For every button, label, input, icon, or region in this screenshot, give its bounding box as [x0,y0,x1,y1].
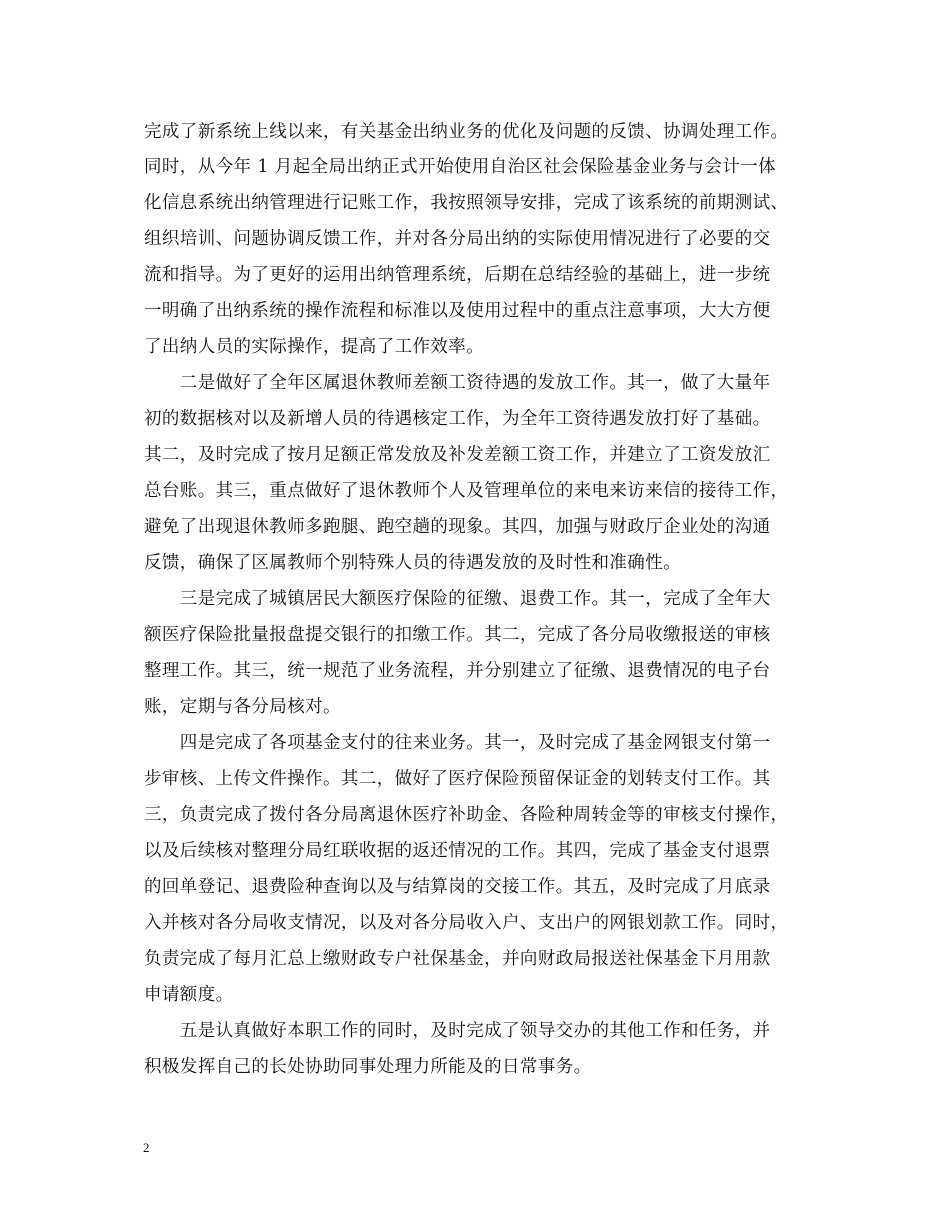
body-text-line: 账，定期与各分局核对。 [144,697,341,717]
body-text-line: 总台账。其三，重点做好了退休教师个人及管理单位的来电来访来信的接待工作， [144,481,789,501]
body-text-line: 完成了新系统上线以来，有关基金出纳业务的优化及问题的反馈、协调处理工作。 [144,122,789,142]
body-text-line: 额医疗保险批量报盘提交银行的扣缴工作。其二，完成了各分局收缴报送的审核 [144,625,771,645]
paragraph-2-start: 二是做好了全年区属退休教师差额工资待遇的发放工作。其一，做了大量年 [144,373,771,393]
body-text-line: 以及后续核对整理分局红联收据的返还情况的工作。其四，完成了基金支付退票 [144,841,771,861]
page-number: 2 [143,1140,150,1155]
body-text-line: 避免了出现退休教师多跑腿、跑空趟的现象。其四，加强与财政厅企业处的沟通 [144,517,771,537]
body-text-line: 的回单登记、退费险种查询以及与结算岗的交接工作。其五，及时完成了月底录 [144,877,771,897]
body-text-line: 其二，及时完成了按月足额正常发放及补发差额工资工作，并建立了工资发放汇 [144,445,771,465]
body-text-line: 申请额度。 [144,985,234,1005]
paragraph-4-start: 四是完成了各项基金支付的往来业务。其一，及时完成了基金网银支付第一 [144,733,771,753]
body-text-line: 一明确了出纳系统的操作流程和标准以及使用过程中的重点注意事项，大大方便 [144,301,771,321]
body-text-line: 初的数据核对以及新增人员的待遇核定工作，为全年工资待遇发放打好了基础。 [144,409,771,429]
body-text-line: 流和指导。为了更好的运用出纳管理系统，后期在总结经验的基础上，进一步统 [144,265,771,285]
body-text-line: 积极发挥自己的长处协助同事处理力所能及的日常事务。 [144,1057,592,1077]
body-text-line: 组织培训、问题协调反馈工作，并对各分局出纳的实际使用情况进行了必要的交 [144,229,771,249]
paragraph-3-start: 三是完成了城镇居民大额医疗保险的征缴、退费工作。其一，完成了全年大 [144,589,771,609]
body-text-line: 同时，从今年 1 月起全局出纳正式开始使用自治区社会保险基金业务与会计一体 [144,157,777,177]
paragraph-5-start: 五是认真做好本职工作的同时，及时完成了领导交办的其他工作和任务，并 [144,1021,771,1041]
body-text-line: 步审核、上传文件操作。其二，做好了医疗保险预留保证金的划转支付工作。其 [144,769,771,789]
body-text-line: 整理工作。其三，统一规范了业务流程，并分别建立了征缴、退费情况的电子台 [144,661,771,681]
body-text-line: 了出纳人员的实际操作，提高了工作效率。 [144,337,485,357]
body-text-line: 化信息系统出纳管理进行记账工作，我按照领导安排，完成了该系统的前期测试、 [144,193,789,213]
body-text-line: 负责完成了每月汇总上缴财政专户社保基金，并向财政局报送社保基金下月用款 [144,949,771,969]
body-text-line: 反馈，确保了区属教师个别特殊人员的待遇发放的及时性和准确性。 [144,553,681,573]
body-text-line: 三，负责完成了拨付各分局离退休医疗补助金、各险种周转金等的审核支付操作， [144,805,789,825]
body-text-line: 入并核对各分局收支情况，以及对各分局收入户、支出户的网银划款工作。同时， [144,913,789,933]
